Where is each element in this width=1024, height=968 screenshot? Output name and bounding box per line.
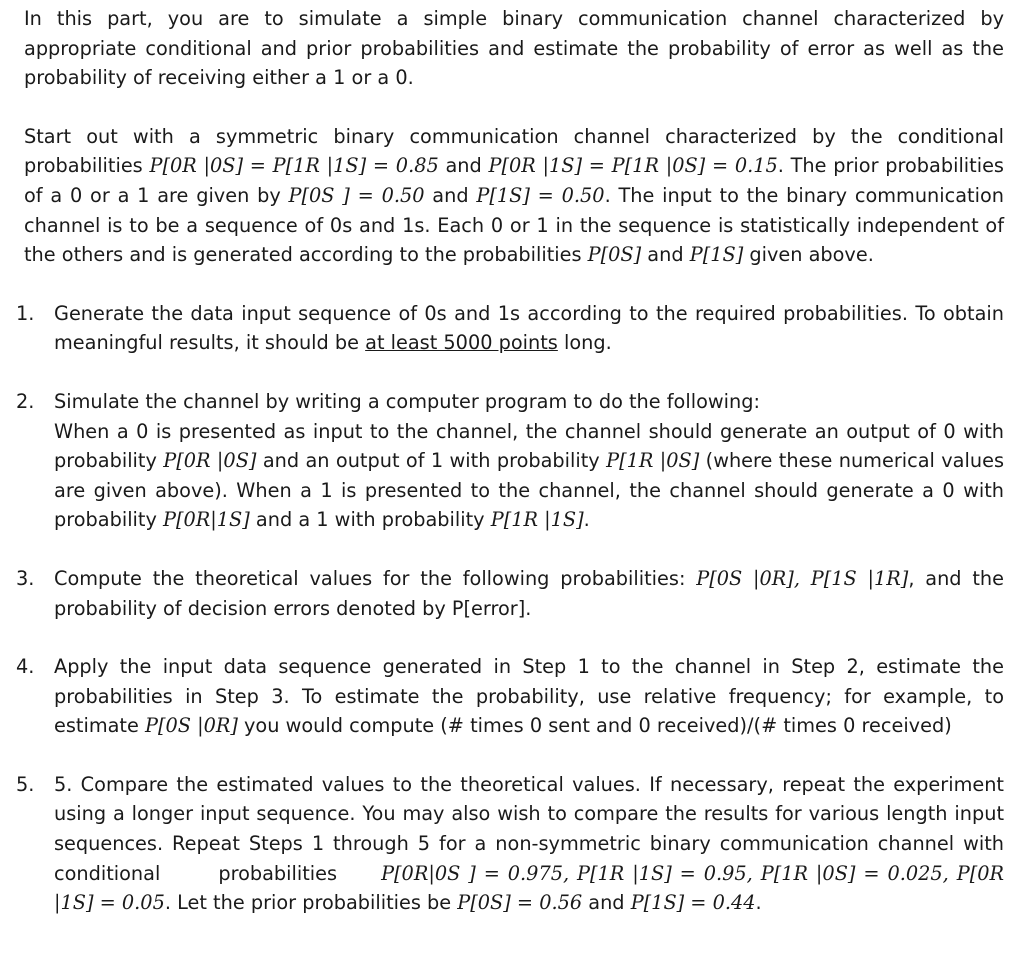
equation-posteriors: P[0S |0R], P[1S |1R] <box>696 566 909 590</box>
equation-prior-0: P[0S ] = 0.50 <box>288 183 425 207</box>
equation-prior-1: P[1S] = 0.50 <box>476 183 605 207</box>
step-number: 1. <box>16 301 35 325</box>
equation-p0r-1s-005: P[0R |1S] = 0.05 <box>54 861 1004 915</box>
document-page <box>16 4 1004 947</box>
equation-p0s: P[0S] <box>587 243 642 267</box>
setup-text-2: . The prior probabilities of a 0 or a 1 are given by <box>24 154 1004 207</box>
steps-list <box>16 299 1004 918</box>
equation-p1r-0s: P[1R |0S] <box>606 449 700 473</box>
equation-p0r-0s: P[0R |0S] <box>163 449 257 473</box>
list-item <box>16 299 1004 358</box>
step-number: 4. <box>16 655 35 679</box>
intro-paragraph: In this part, you are to simulate a simple binary communication channel characterized by appropriate conditional and prior probabilities and estimate the probability of error as well as the probability of receiving either a 1 or a 0. <box>24 7 1004 90</box>
equation-prior-044: P[1S] = 0.44 <box>630 891 756 915</box>
setup-text-3: . The input to the binary communication channel is to be a sequence of 0s and 1s. Each 0 or 1 in the sequence is statistically independent of the others and is generated according to the probabilities <box>24 183 1004 267</box>
equation-p0r-1s: P[0R|1S] <box>163 508 250 532</box>
setup-and-2: and <box>424 183 477 207</box>
step-number: 2. <box>16 389 35 413</box>
step5-end: . <box>755 891 762 915</box>
setup-and-1: and <box>438 154 489 178</box>
step2-text-c: (where these numerical values are given above). When a 1 is presented to the channel, the channel should generate a 0 with probability <box>54 449 1004 532</box>
equation-nonsymmetric: P[0R|0S ] = 0.975, P[1R |1S] = 0.95, P[1R |0S] = 0.025, <box>381 861 949 885</box>
equation-p0s-0r: P[0S |0R] <box>144 714 238 738</box>
list-item <box>16 564 1004 623</box>
step1-text: Generate the data input sequence of 0s and 1s according to the required probabilities. To obtain meaningful results, it should be <box>54 301 1004 355</box>
list-item <box>16 652 1004 741</box>
setup-text-4: given above. <box>743 243 874 267</box>
equation-p1s: P[1S] <box>689 243 744 267</box>
equation-conditional-085: P[0R |0S] = P[1R |1S] = 0.85 <box>149 154 439 178</box>
step3-text-b: , and the probability of decision errors denoted by P[error]. <box>54 566 1004 620</box>
step-number: 5. <box>16 772 35 796</box>
equation-p1r-1s: P[1R |1S] <box>490 508 584 532</box>
step4-text-a: Apply the input data sequence generated in Step 1 to the channel in Step 2, estimate the probabilities in Step 3. To estimate the probability, use relative frequency; for example, to estimate <box>54 655 1004 738</box>
underlined-requirement: at least 5000 points <box>365 331 558 355</box>
step5-text-b: . Let the prior probabilities be <box>164 891 458 915</box>
equation-conditional-015: P[0R |1S] = P[1R |0S] = 0.15 <box>488 154 778 178</box>
setup-and-3: and <box>641 243 690 267</box>
step2-text-a: When a 0 is presented as input to the channel, the channel should generate an output of 0 with probability <box>54 419 1004 473</box>
setup-text-1: Start out with a symmetric binary communication channel characterized by the conditional probabilities <box>24 124 1004 178</box>
equation-prior-056: P[0S] = 0.56 <box>457 891 583 915</box>
list-item <box>16 387 1004 535</box>
step3-text-a: Compute the theoretical values for the following probabilities: <box>54 566 697 590</box>
step4-text-b: you would compute (# times 0 sent and 0 received)/(# times 0 received) <box>237 714 952 738</box>
step5-word: probabilities <box>218 861 338 885</box>
step5-text-a: 5. Compare the estimated values to the theoretical values. If necessary, repeat the experiment using a longer input sequence. You may also wish to compare the results for various length input sequences. Repeat Steps 1 through 5 for a non-symmetric binary communication channel with conditional <box>54 772 1004 885</box>
setup-paragraph <box>24 122 1004 270</box>
step1-text-end: long. <box>557 331 612 355</box>
step2-text-d: and a 1 with probability <box>249 508 491 532</box>
step-number: 3. <box>16 566 35 590</box>
step5-text-c: and <box>582 891 631 915</box>
step2-text-b: and an output of 1 with probability <box>256 449 607 473</box>
list-item <box>16 770 1004 918</box>
step2-heading: Simulate the channel by writing a computer program to do the following: <box>54 389 760 413</box>
step2-end: . <box>583 508 590 532</box>
